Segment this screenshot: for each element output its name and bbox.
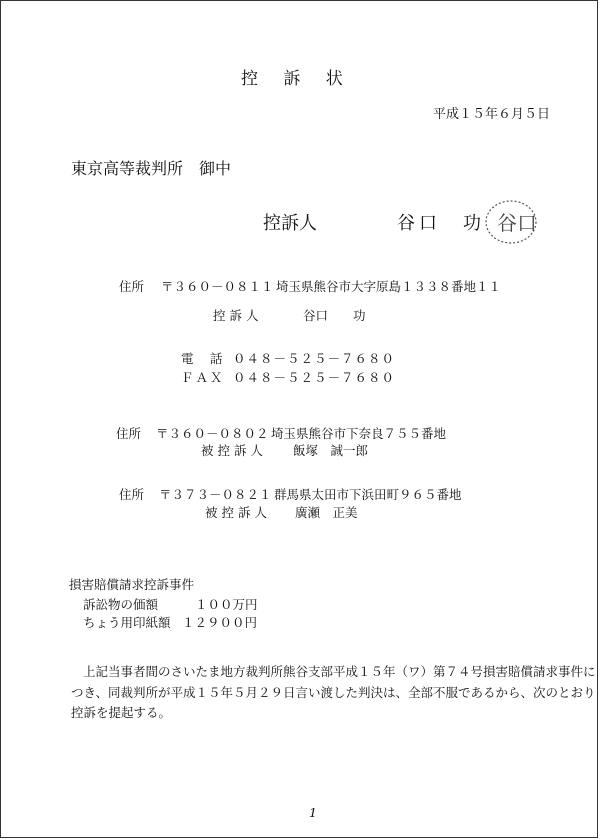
party1-fax-label: ＦＡＸ xyxy=(181,370,225,385)
party3-address-label: 住所 xyxy=(119,487,145,502)
case-value-label: 訴訟物の価額 xyxy=(83,597,159,612)
case-value: １００万円 xyxy=(195,597,258,612)
party1-postal-code: 〒３６０－０８１１ xyxy=(161,279,274,294)
case-fee: １２９００円 xyxy=(182,615,258,630)
case-heading: 損害賠償請求控訴事件 xyxy=(69,577,195,592)
case-fee-label: ちょう用印紙額 xyxy=(83,615,171,630)
party1-tel: ０４８－５２５－７６８０ xyxy=(233,351,396,366)
party1-tel-label: 電 話 xyxy=(181,351,225,366)
party2-address: 埼玉県熊谷市下奈良７５５番地 xyxy=(271,426,447,441)
party2-address-label: 住所 xyxy=(116,426,142,441)
appellant-name: 谷口 功 xyxy=(397,213,485,234)
filing-date: 平成１５年６月５日 xyxy=(433,107,551,122)
party2-postal-code: 〒３６０－０８０２ xyxy=(156,426,269,441)
party1-name: 谷口 功 xyxy=(303,308,366,323)
document-title: 控 訴 状 xyxy=(241,69,353,89)
body-line-1: 上記当事者間のさいたま地方裁判所熊谷支部平成１５年（ワ）第７４号損害賠償請求事件に xyxy=(83,664,596,679)
party2-name: 飯塚 誠一郎 xyxy=(293,443,369,458)
party1-address-label: 住所 xyxy=(119,279,145,294)
body-line-3: 控訴を提起する。 xyxy=(71,705,172,720)
court-addressee: 東京高等裁判所 御中 xyxy=(71,159,232,178)
page-number: 1 xyxy=(309,805,317,820)
party3-role: 被 控 訴 人 xyxy=(205,505,267,520)
party1-address: 埼玉県熊谷市大字原島１３３８番地１１ xyxy=(276,279,502,294)
party2-role: 被 控 訴 人 xyxy=(201,443,263,458)
appellant-role-label: 控訴人 xyxy=(263,213,317,234)
seal-stamp-icon xyxy=(483,198,543,246)
stamp-text: 谷口 xyxy=(497,211,537,235)
body-line-2: つき、同裁判所が平成１５年５月２９日言い渡した判決は、全部不服であるから、次のとおり xyxy=(71,685,596,700)
party3-postal-code: 〒３７３－０８２１ xyxy=(159,487,272,502)
party1-fax: ０４８－５２５－７６８０ xyxy=(233,370,396,385)
party3-name: 廣瀬 正美 xyxy=(295,505,358,520)
party1-role: 控 訴 人 xyxy=(213,308,259,323)
party3-address: 群馬県太田市下浜田町９６５番地 xyxy=(274,487,462,502)
